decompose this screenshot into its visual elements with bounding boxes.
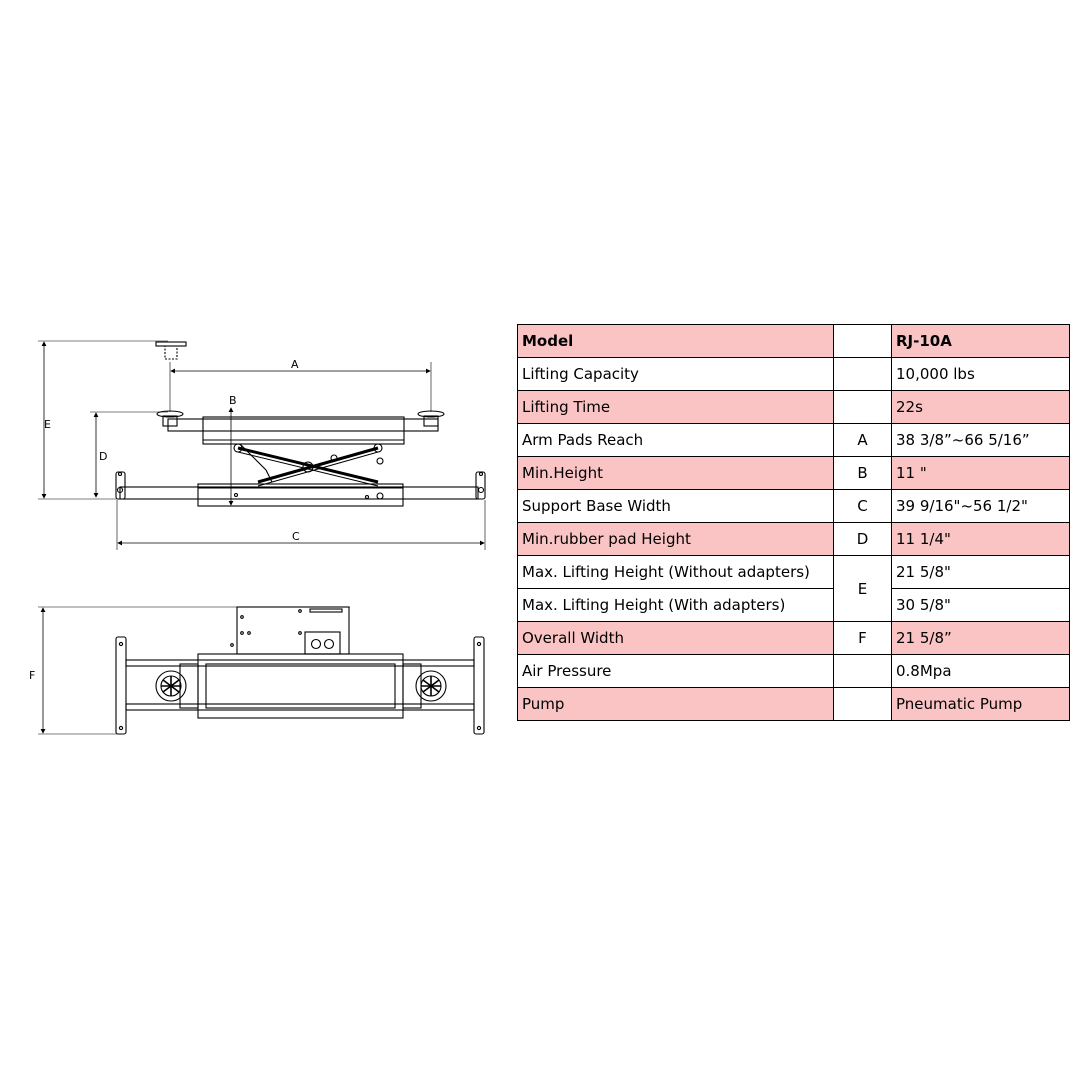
spec-letter: C: [834, 490, 892, 523]
spec-name: Overall Width: [518, 622, 834, 655]
spec-table: [517, 324, 1070, 721]
spec-letter: D: [834, 523, 892, 556]
top-view: [38, 607, 484, 734]
spec-row: [518, 688, 1070, 721]
spec-name: Max. Lifting Height (Without adapters): [518, 556, 834, 589]
spec-value: 21 5/8”: [892, 622, 1070, 655]
spec-value: 22s: [892, 391, 1070, 424]
spec-letter: [834, 391, 892, 424]
spec-name: Pump: [518, 688, 834, 721]
spec-value: Pneumatic Pump: [892, 688, 1070, 721]
spec-name: Support Base Width: [518, 490, 834, 523]
label-d: D: [99, 450, 108, 463]
spec-name: Min.rubber pad Height: [518, 523, 834, 556]
spec-name: Max. Lifting Height (With adapters): [518, 589, 834, 622]
spec-value: 10,000 lbs: [892, 358, 1070, 391]
spec-value: 30 5/8": [892, 589, 1070, 622]
spec-value: 11 1/4": [892, 523, 1070, 556]
spec-letter: B: [834, 457, 892, 490]
spec-row: [518, 325, 1070, 358]
label-e: E: [44, 418, 51, 431]
spec-value: 11 ": [892, 457, 1070, 490]
spec-name: Lifting Time: [518, 391, 834, 424]
spec-letter: [834, 325, 892, 358]
spec-row: [518, 589, 1070, 622]
side-view: [38, 341, 485, 550]
spec-row: [518, 391, 1070, 424]
spec-name: Arm Pads Reach: [518, 424, 834, 457]
spec-row: [518, 622, 1070, 655]
jack-technical-drawing: [0, 0, 510, 1080]
pad-treads: [161, 676, 441, 696]
spec-row: [518, 655, 1070, 688]
spec-row: [518, 523, 1070, 556]
spec-letter: [834, 688, 892, 721]
spec-value: 39 9/16"~56 1/2": [892, 490, 1070, 523]
spec-name: Min.Height: [518, 457, 834, 490]
spec-letter: A: [834, 424, 892, 457]
spec-row: [518, 424, 1070, 457]
spec-letter: [834, 358, 892, 391]
spec-row: [518, 457, 1070, 490]
spec-name: Lifting Capacity: [518, 358, 834, 391]
side-view-labels: [44, 358, 300, 543]
spec-value: 38 3/8”~66 5/16”: [892, 424, 1070, 457]
spec-row: [518, 490, 1070, 523]
label-c: C: [292, 530, 300, 543]
spec-value: 21 5/8": [892, 556, 1070, 589]
spec-name: Model: [518, 325, 834, 358]
spec-name: Air Pressure: [518, 655, 834, 688]
label-f: F: [29, 669, 36, 682]
spec-value: 0.8Mpa: [892, 655, 1070, 688]
spec-row: [518, 556, 1070, 589]
label-b: B: [229, 394, 237, 407]
spec-letter: F: [834, 622, 892, 655]
spec-letter: [834, 655, 892, 688]
spec-row: [518, 358, 1070, 391]
spec-table-body: [518, 325, 1070, 721]
spec-letter: E: [834, 556, 892, 622]
spec-value: RJ-10A: [892, 325, 1070, 358]
label-a: A: [291, 358, 299, 371]
